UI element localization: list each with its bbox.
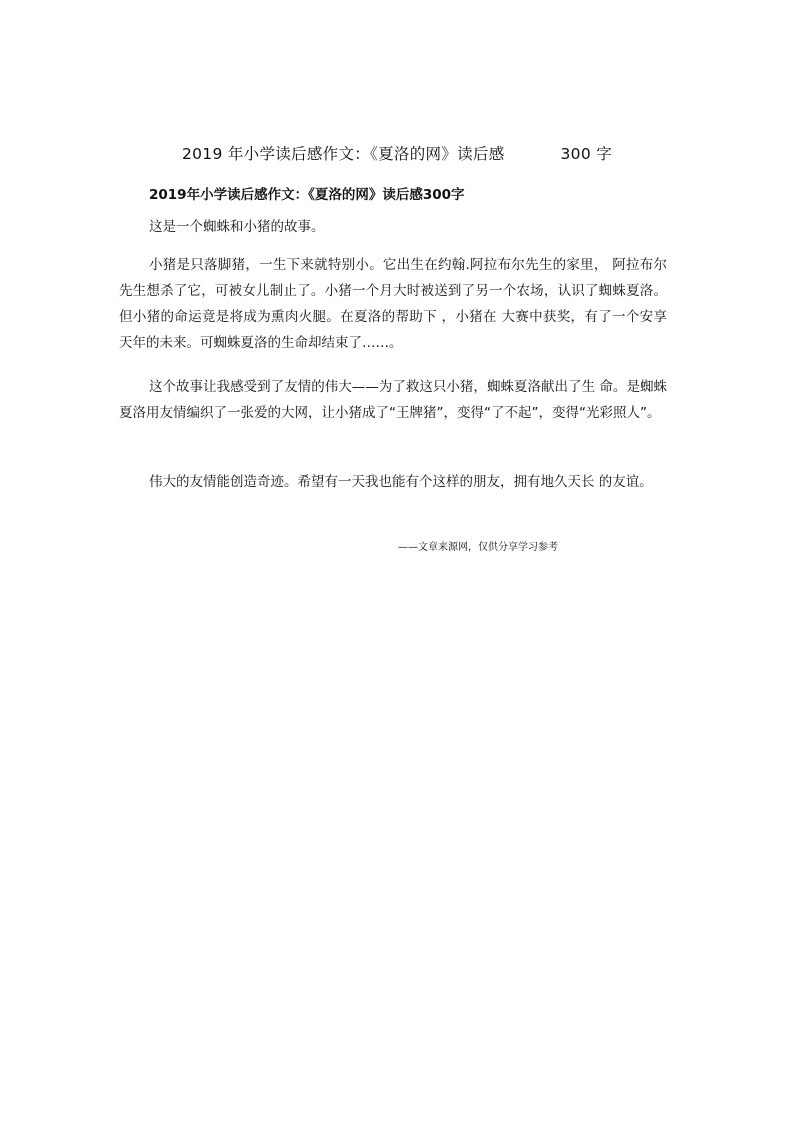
paragraph: 这个故事让我感受到了友情的伟大——为了救这只小猪，蜘蛛夏洛献出了生 命。是蜘蛛夏洛用友情编织了一张爱的大网，让小猪成了“王牌猪”，变得“了不起”，变得“光彩照人”。 xyxy=(119,379,667,421)
paragraph: 伟大的友情能创造奇迹。希望有一天我也能有个这样的朋友，拥有地久天长 的友谊。 xyxy=(149,474,653,490)
document-subtitle: 2019年小学读后感作文：《夏洛的网》读后感300字 xyxy=(149,187,465,203)
paragraph-4-block xyxy=(119,469,667,495)
paragraph: 这是一个蜘蛛和小猪的故事。 xyxy=(149,219,325,235)
title-word-count: 300 字 xyxy=(560,145,613,163)
title-main-text: 2019 年小学读后感作文：《夏洛的网》读后感 xyxy=(181,145,505,163)
paragraph-2-block xyxy=(119,252,667,356)
paragraph-1-block xyxy=(119,214,667,240)
source-footer: ——文章来源网，仅供分享学习参考 xyxy=(398,542,558,553)
paragraph-3-block xyxy=(119,374,667,426)
document-title xyxy=(0,142,794,164)
paragraph: 小猪是只落脚猪，一生下来就特别小。它出生在约翰.阿拉布尔先生的家里， 阿拉布尔先生想杀了它，可被女儿制止了。小猪一个月大时被送到了另一个农场，认识了蜘蛛夏洛。但小猪的命运竟是将成为熏肉火腿。在夏洛的帮助下 ，小猪在 大赛中获奖，有了一个安享天年的未来。可蜘蛛夏洛的生命却结束了……。 xyxy=(119,257,667,351)
